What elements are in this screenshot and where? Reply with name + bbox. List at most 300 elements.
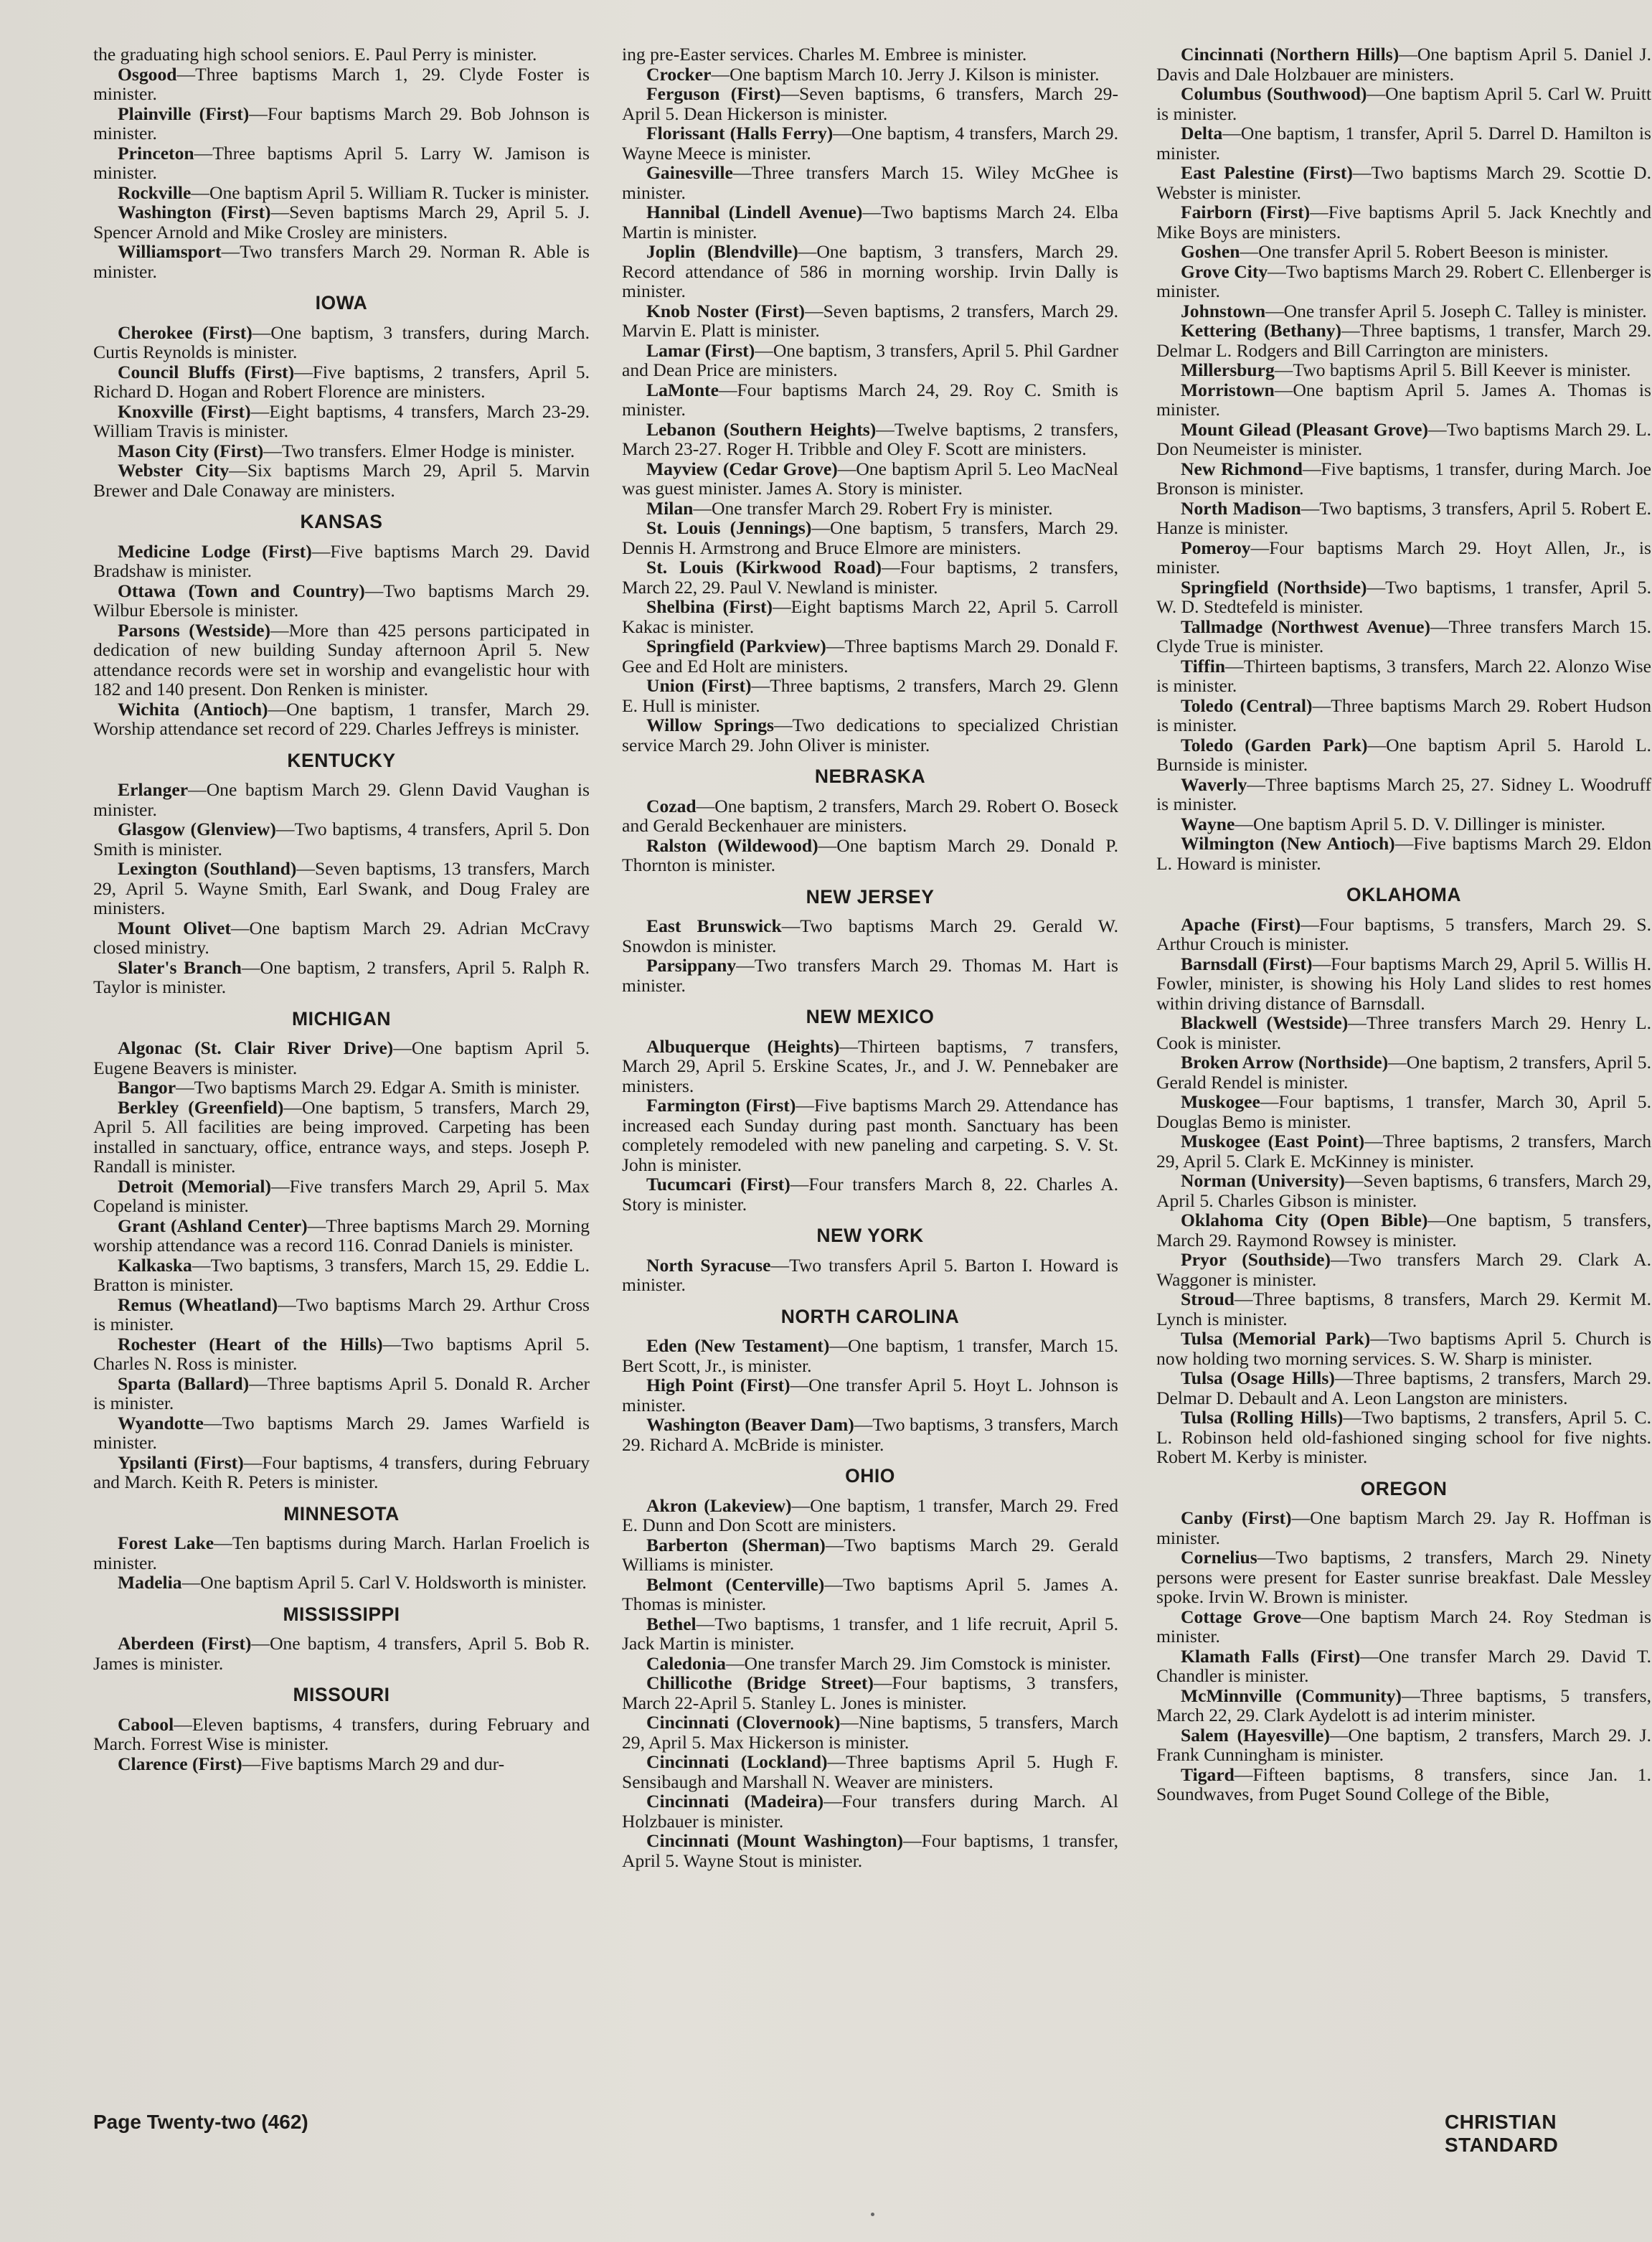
church-report-entry xyxy=(622,1831,1118,1870)
state-heading: NEBRASKA xyxy=(814,766,926,787)
report-text: —Seven baptisms, 6 transfers, March 29, April 5. Charles Gibson is minister. xyxy=(1156,1170,1651,1211)
church-name: Madelia xyxy=(118,1572,182,1593)
church-report-entry xyxy=(93,1374,590,1413)
state-heading: OREGON xyxy=(1360,1477,1448,1499)
report-text: —One baptism, 3 transfers, during March. Curtis Reynolds is minister. xyxy=(93,321,590,362)
church-report-entry xyxy=(1156,1686,1651,1725)
church-name: Ralston (Wildewood) xyxy=(646,834,818,856)
report-text: the graduating high school seniors. E. Paul Perry is minister. xyxy=(93,44,537,65)
church-report-entry xyxy=(93,461,590,500)
church-report-entry xyxy=(622,956,1118,995)
report-text: —Two baptisms, 3 transfers, April 5. Robert E. Hanze is minister. xyxy=(1156,497,1651,538)
text-column-2 xyxy=(622,44,1118,1870)
report-text: —Four baptisms, 3 transfers, March 22-April 5. Stanley L. Jones is minister. xyxy=(622,1672,1118,1713)
report-text: —One baptism April 5. William R. Tucker is minister. xyxy=(191,182,590,203)
report-text: —Two baptisms, 3 transfers, March 29. Richard A. McBride is minister. xyxy=(622,1414,1119,1455)
report-text: —One baptism, 2 transfers, March 29. J. Frank Cunningham is minister. xyxy=(1156,1724,1652,1765)
church-name: Erlanger xyxy=(118,779,189,800)
church-report-entry xyxy=(93,819,590,859)
church-name: Salem (Hayesville) xyxy=(1181,1724,1330,1746)
church-report-entry xyxy=(622,557,1118,597)
church-name: Toledo (Central) xyxy=(1181,694,1313,716)
church-report-entry xyxy=(622,1336,1118,1375)
church-name: Sparta (Ballard) xyxy=(118,1372,250,1394)
church-report-entry xyxy=(93,581,590,621)
church-name: Willow Springs xyxy=(646,715,774,735)
church-report-entry xyxy=(622,301,1118,341)
church-name: Stroud xyxy=(1181,1289,1235,1309)
report-text: —Two baptisms, 4 transfers, April 5. Don Smith is minister. xyxy=(93,819,590,859)
state-heading: NEW JERSEY xyxy=(806,885,935,908)
church-report-entry xyxy=(1156,656,1651,696)
church-name: Muskogee xyxy=(1181,1091,1260,1112)
church-name: East Brunswick xyxy=(646,915,782,936)
church-report-entry xyxy=(622,84,1118,123)
church-report-entry xyxy=(622,1096,1118,1174)
church-name: North Syracuse xyxy=(646,1254,771,1276)
report-text: —One baptism April 5. D. V. Dillinger is minister. xyxy=(1235,813,1605,834)
report-text: —Three baptisms, 1 transfer, March 29. Delmar L. Rodgers and Bill Carrington are ministers. xyxy=(1156,320,1652,361)
report-text: —Two baptisms March 29. James Warfield is minister. xyxy=(93,1412,590,1453)
report-text: —One baptism April 5. Eugene Beavers is minister. xyxy=(93,1037,590,1078)
church-name: Mason City (First) xyxy=(118,440,264,461)
report-text: —Three baptisms March 29. Donald F. Gee and Ed Holt are ministers. xyxy=(622,636,1118,677)
report-text: —Four baptisms, 4 transfers, during February and March. Keith R. Peters is minister. xyxy=(93,1451,590,1492)
report-text: —Two baptisms March 29. Robert C. Ellenberger is minister. xyxy=(1156,260,1651,301)
report-text: —Two baptisms April 5. Bill Keever is minister. xyxy=(1274,359,1631,380)
church-report-entry xyxy=(1156,1210,1651,1250)
church-report-entry xyxy=(1156,1171,1651,1210)
church-name: Florissant (Halls Ferry) xyxy=(646,123,834,143)
report-text: —One baptism, 1 transfer, April 5. Darrel D. Hamilton is minister. xyxy=(1156,123,1651,164)
church-name: Millersburg xyxy=(1181,359,1275,380)
church-name: Remus (Wheatland) xyxy=(118,1294,278,1315)
report-text: —One transfer April 5. Joseph C. Talley is minister. xyxy=(1265,300,1647,321)
church-report-entry xyxy=(1156,735,1651,775)
report-text: —Seven baptisms March 29, April 5. J. Spencer Arnold and Mike Crosley are ministers. xyxy=(93,202,590,242)
church-name: Lebanon (Southern Heights) xyxy=(646,418,877,440)
church-name: Bethel xyxy=(646,1613,697,1634)
church-name: Norman (University) xyxy=(1181,1170,1345,1191)
church-name: Crocker xyxy=(646,63,712,85)
state-heading: MICHIGAN xyxy=(292,1007,391,1030)
church-name: Detroit (Memorial) xyxy=(118,1175,271,1197)
church-report-entry xyxy=(622,836,1118,875)
report-text: —Two baptisms March 24. Elba Martin is minister. xyxy=(622,202,1118,242)
church-report-entry xyxy=(1156,1092,1651,1131)
church-name: New Richmond xyxy=(1181,458,1303,479)
report-text: —Five baptisms March 29. Attendance has increased each Sunday during past month. Sanctuary has been completely remodeled with new paneling and carpeting. S. V. St. John is minister. xyxy=(622,1095,1118,1175)
church-report-entry xyxy=(622,1673,1118,1713)
report-text: —One baptism March 24. Roy Stedman is minister. xyxy=(1156,1606,1651,1647)
report-text: —Two baptisms, 1 transfer, and 1 life recruit, April 5. Jack Martin is minister. xyxy=(622,1613,1118,1654)
church-report-entry xyxy=(622,202,1118,242)
report-text: —Two baptisms March 29. Gerald W. Snowdon is minister. xyxy=(622,915,1118,956)
church-report-entry xyxy=(93,780,590,819)
church-name: Columbus (Southwood) xyxy=(1181,83,1367,104)
report-text: —Nine baptisms, 5 transfers, March 29, April 5. Max Hickerson is minister. xyxy=(622,1712,1118,1753)
state-heading: NEW YORK xyxy=(816,1225,924,1246)
state-heading: NEW MEXICO xyxy=(806,1006,935,1027)
report-text: —Three baptisms March 29. Morning worship attendance was a record 116. Conrad Daniels is minister. xyxy=(93,1215,590,1256)
church-name: Springfield (Northside) xyxy=(1181,576,1367,598)
church-report-entry xyxy=(1156,1052,1651,1092)
church-name: Farmington (First) xyxy=(646,1095,796,1116)
report-text: —Two baptisms March 29. Gerald Williams is minister. xyxy=(622,1534,1118,1575)
report-text: —One transfer April 5. Hoyt L. Johnson is minister. xyxy=(622,1375,1118,1416)
state-heading: MISSOURI xyxy=(293,1684,390,1705)
report-text: —One baptism April 5. Carl W. Pruitt is minister. xyxy=(1156,83,1651,124)
church-name: Tucumcari (First) xyxy=(646,1174,790,1195)
church-report-entry xyxy=(1156,380,1651,420)
church-report-entry xyxy=(1156,44,1651,84)
church-report-entry xyxy=(622,341,1118,380)
church-name: Aberdeen (First) xyxy=(118,1633,252,1654)
report-text: —Eleven baptisms, 4 transfers, during February and March. Forrest Wise is minister. xyxy=(93,1713,590,1754)
report-text: —Four transfers March 8, 22. Charles A. Story is minister. xyxy=(622,1174,1118,1215)
report-text: —Ten baptisms during March. Harlan Froelich is minister. xyxy=(93,1532,590,1573)
report-text: —Five transfers March 29, April 5. Max Copeland is minister. xyxy=(93,1175,590,1216)
church-report-entry xyxy=(622,518,1118,557)
report-text: —Three baptisms, 2 transfers, March 29, April 5. Clark E. McKinney is minister. xyxy=(1156,1131,1651,1172)
church-name: Parsippany xyxy=(646,955,737,976)
church-report-entry xyxy=(1156,242,1651,262)
church-name: Kettering (Bethany) xyxy=(1181,320,1342,341)
church-report-entry xyxy=(93,1256,590,1295)
report-text: —One baptism, 2 transfers, April 5. Ralph R. Taylor is minister. xyxy=(93,956,590,997)
church-name: Wichita (Antioch) xyxy=(118,698,268,720)
church-report-entry xyxy=(1156,360,1651,380)
church-name: Lexington (Southland) xyxy=(118,858,297,879)
church-name: Cincinnati (Lockland) xyxy=(646,1751,828,1772)
church-name: Clarence (First) xyxy=(118,1753,242,1774)
report-text: —One baptism April 5. James A. Thomas is minister. xyxy=(1156,379,1651,420)
church-name: Tigard xyxy=(1181,1763,1235,1785)
report-text: —Seven baptisms, 6 transfers, March 29-April 5. Dean Hickerson is minister. xyxy=(622,83,1118,124)
church-name: Algonac (St. Clair River Drive) xyxy=(118,1037,394,1058)
church-report-entry xyxy=(622,715,1118,755)
church-name: McMinnville (Community) xyxy=(1181,1685,1402,1706)
church-report-entry xyxy=(622,1654,1118,1674)
report-text: —Two baptisms April 5. Church is now holding two morning services. S. W. Sharp is minister. xyxy=(1156,1328,1651,1369)
church-name: Oklahoma City (Open Bible) xyxy=(1181,1210,1428,1230)
report-text: —Five baptisms, 2 transfers, April 5. Richard D. Hogan and Robert Florence are ministers. xyxy=(93,361,590,402)
church-name: Grove City xyxy=(1181,260,1268,282)
church-report-entry xyxy=(622,1614,1118,1654)
church-report-entry xyxy=(1156,1607,1651,1647)
church-report-entry xyxy=(622,499,1118,519)
church-name: High Point (First) xyxy=(646,1375,790,1395)
church-report-entry xyxy=(1156,1647,1651,1686)
church-name: Eden (New Testament) xyxy=(646,1335,830,1356)
church-name: Washington (Beaver Dam) xyxy=(646,1414,854,1435)
church-report-entry xyxy=(93,1715,590,1754)
church-report-entry xyxy=(1156,459,1651,499)
report-text: —Three baptisms, 2 transfers, March 29. Glenn E. Hull is minister. xyxy=(622,675,1119,716)
church-name: Johnstown xyxy=(1181,300,1266,321)
church-name: Muskogee (East Point) xyxy=(1181,1131,1365,1151)
church-report-entry xyxy=(93,1453,590,1492)
church-name: Wyandotte xyxy=(118,1412,204,1433)
church-name: Klamath Falls (First) xyxy=(1181,1645,1361,1667)
church-report-entry xyxy=(1156,262,1651,301)
church-report-entry xyxy=(622,459,1118,499)
report-text: —Four baptisms, 5 transfers, March 29. S. Arthur Crouch is minister. xyxy=(1156,913,1651,954)
church-report-entry xyxy=(1156,1725,1651,1765)
church-name: Council Bluffs (First) xyxy=(118,361,295,382)
church-name: Ferguson (First) xyxy=(646,83,781,104)
church-report-entry xyxy=(622,1496,1118,1535)
church-report-entry xyxy=(622,1713,1118,1752)
report-text: —One transfer March 29. David T. Chandler is minister. xyxy=(1156,1645,1652,1686)
church-report-entry xyxy=(1156,420,1651,459)
church-name: Cottage Grove xyxy=(1181,1606,1302,1627)
church-report-entry xyxy=(93,859,590,918)
church-report-entry xyxy=(93,1177,590,1216)
church-name: Tiffin xyxy=(1181,655,1226,677)
church-name: Canby (First) xyxy=(1181,1507,1292,1528)
church-report-entry xyxy=(93,1413,590,1453)
report-text: —Two transfers March 29. Norman R. Able is minister. xyxy=(93,241,590,282)
church-name: Gainesville xyxy=(646,162,733,183)
report-text: —One baptism April 5. Harold L. Burnside is minister. xyxy=(1156,734,1652,775)
report-text: —One transfer March 29. Robert Fry is minister. xyxy=(693,497,1053,519)
report-text: —One baptism, 3 transfers, March 29. Record attendance of 586 in morning worship. Irvin Dally is minister. xyxy=(622,241,1118,301)
church-name: Belmont (Centerville) xyxy=(646,1573,825,1595)
report-text: —Eight baptisms March 22, April 5. Carroll Kakac is minister. xyxy=(622,596,1118,637)
publication-title-footer: CHRISTIAN STANDARD xyxy=(1445,2111,1559,2156)
church-report-entry xyxy=(1156,1368,1651,1408)
church-report-entry xyxy=(93,918,590,958)
church-name: Caledonia xyxy=(646,1652,726,1674)
church-name: Forest Lake xyxy=(118,1532,214,1553)
church-report-entry xyxy=(1156,775,1651,814)
church-name: Knob Noster (First) xyxy=(646,300,805,321)
report-text: —One baptism March 29. Donald P. Thornton is minister. xyxy=(622,834,1118,875)
church-report-entry xyxy=(1156,814,1651,834)
church-report-entry xyxy=(93,1334,590,1374)
church-name: Pomeroy xyxy=(1181,537,1251,558)
report-text: —Three baptisms March 1, 29. Clyde Foster is minister. xyxy=(93,63,590,104)
church-report-entry xyxy=(93,44,590,65)
church-name: Ypsilanti (First) xyxy=(118,1451,244,1473)
church-report-entry xyxy=(1156,321,1651,360)
church-report-entry xyxy=(1156,1013,1651,1052)
church-report-entry xyxy=(622,1791,1118,1831)
report-text: —One baptism, 1 transfer, March 29. Fred E. Dunn and Don Scott are ministers. xyxy=(622,1494,1118,1535)
church-name: Cornelius xyxy=(1181,1547,1257,1568)
church-report-entry xyxy=(1156,915,1651,954)
church-report-entry xyxy=(1156,123,1651,163)
church-name: Mount Olivet xyxy=(118,917,231,938)
report-text: —Two baptisms March 29. Arthur Cross is minister. xyxy=(93,1294,590,1334)
church-name: Tulsa (Osage Hills) xyxy=(1181,1367,1335,1388)
church-report-entry xyxy=(93,402,590,441)
report-text: —Two baptisms March 29. Edgar A. Smith is minister. xyxy=(176,1077,580,1098)
church-report-entry xyxy=(622,380,1118,420)
church-report-entry xyxy=(93,542,590,581)
church-report-entry xyxy=(1156,1765,1651,1804)
church-name: Princeton xyxy=(118,142,194,164)
report-text: —Two baptisms, 2 transfers, April 5. C. L. Robinson held old-fashioned singing school for five nights. Robert M. Kerby is minister. xyxy=(1156,1407,1651,1467)
church-name: Fairborn (First) xyxy=(1181,202,1311,222)
church-report-entry xyxy=(622,65,1118,85)
report-text: —Four baptisms, 1 transfer, April 5. Wayne Stout is minister. xyxy=(622,1830,1119,1871)
church-name: Apache (First) xyxy=(1181,913,1301,935)
report-text: —Four baptisms March 24, 29. Roy C. Smith is minister. xyxy=(622,379,1118,420)
church-report-entry xyxy=(1156,538,1651,578)
church-report-entry xyxy=(93,1754,590,1774)
church-name: Springfield (Parkview) xyxy=(646,636,826,656)
report-text: —One baptism, 5 transfers, March 29. Dennis H. Armstrong and Bruce Elmore are ministers. xyxy=(622,517,1118,558)
church-report-entry xyxy=(1156,1408,1651,1467)
report-text: —Two transfers March 29. Thomas M. Hart is minister. xyxy=(622,955,1118,996)
church-name: Cincinnati (Clovernook) xyxy=(646,1712,841,1733)
church-name: Pryor (Southside) xyxy=(1181,1249,1331,1270)
church-name: Mayview (Cedar Grove) xyxy=(646,458,838,479)
church-report-entry xyxy=(622,636,1118,676)
church-report-entry xyxy=(622,1256,1118,1295)
report-text: —Four transfers during March. Al Holzbauer is minister. xyxy=(622,1791,1118,1832)
church-report-entry xyxy=(622,1174,1118,1214)
church-name: Cherokee (First) xyxy=(118,321,252,343)
church-name: Delta xyxy=(1181,123,1223,143)
report-text: —Two baptisms March 29. L. Don Neumeister is minister. xyxy=(1156,418,1651,459)
report-text: ing pre-Easter services. Charles M. Embree is minister. xyxy=(622,44,1027,65)
church-report-entry xyxy=(1156,202,1651,242)
state-heading: OKLAHOMA xyxy=(1346,884,1462,905)
church-report-entry xyxy=(622,916,1118,956)
church-report-entry xyxy=(93,65,590,104)
church-name: Shelbina (First) xyxy=(646,596,773,617)
page-number-footer: Page Twenty-two (462) xyxy=(93,2111,308,2133)
report-text: —One transfer March 29. Jim Comstock is minister. xyxy=(725,1652,1111,1674)
church-report-entry xyxy=(1156,301,1651,321)
report-text: —Three transfers March 15. Wiley McGhee is minister. xyxy=(622,162,1118,203)
report-text: —Three baptisms March 25, 27. Sidney L. Woodruff is minister. xyxy=(1156,773,1651,814)
report-text: —Three baptisms, 5 transfers, March 22, 29. Clark Aydelott is ad interim minister. xyxy=(1156,1685,1651,1725)
church-name: East Palestine (First) xyxy=(1181,162,1353,183)
church-name: Chillicothe (Bridge Street) xyxy=(646,1672,874,1693)
state-heading: KENTUCKY xyxy=(287,749,396,771)
church-name: North Madison xyxy=(1181,497,1301,519)
report-text: —One baptism, 1 transfer, March 29. Worship attendance set record of 229. Charles Jeffreys is minister. xyxy=(93,698,590,739)
report-text: —One baptism, 5 transfers, March 29. Raymond Rowsey is minister. xyxy=(1156,1210,1651,1250)
church-report-entry xyxy=(93,1634,590,1673)
church-report-entry xyxy=(622,420,1118,459)
church-name: Joplin (Blendville) xyxy=(646,241,798,262)
church-name: Lamar (First) xyxy=(646,339,755,361)
church-name: Morristown xyxy=(1181,379,1275,400)
church-name: Wilmington (New Antioch) xyxy=(1181,833,1395,854)
church-name: Plainville (First) xyxy=(118,103,250,124)
text-column-1 xyxy=(93,44,590,1774)
church-name: Webster City xyxy=(118,460,230,481)
report-text: —Three baptisms April 5. Larry W. Jamison is minister. xyxy=(93,142,590,183)
report-text: —Thirteen baptisms, 3 transfers, March 22. Alonzo Wise is minister. xyxy=(1156,655,1651,696)
church-report-entry xyxy=(93,362,590,402)
church-report-entry xyxy=(1156,499,1651,538)
report-text: —One baptism April 5. Daniel J. Davis and Dale Holzbauer are ministers. xyxy=(1156,44,1651,85)
report-text: —Four baptisms March 29. Hoyt Allen, Jr., is minister. xyxy=(1156,537,1651,578)
church-report-entry xyxy=(93,183,590,203)
church-report-entry xyxy=(622,242,1118,301)
report-text: —Two transfers March 29. Clark A. Waggoner is minister. xyxy=(1156,1249,1651,1290)
state-heading: IOWA xyxy=(315,292,368,314)
church-report-entry xyxy=(93,441,590,461)
church-report-entry xyxy=(1156,578,1651,617)
church-name: Ottawa (Town and Country) xyxy=(118,580,365,601)
report-text: —Two transfers. Elmer Hodge is minister. xyxy=(263,440,575,461)
church-name: Parsons (Westside) xyxy=(118,619,270,641)
church-report-entry xyxy=(93,1295,590,1334)
church-name: St. Louis (Jennings) xyxy=(646,517,812,538)
report-text: —Three baptisms, 8 transfers, March 29. Kermit M. Lynch is minister. xyxy=(1156,1289,1651,1329)
church-report-entry xyxy=(622,123,1118,163)
state-heading: MINNESOTA xyxy=(283,1502,400,1525)
church-report-entry xyxy=(1156,1131,1651,1171)
report-text: —Three baptisms April 5. Hugh F. Sensibaugh and Marshall N. Weaver are ministers. xyxy=(622,1751,1118,1792)
report-text: —One transfer April 5. Robert Beeson is minister. xyxy=(1240,241,1609,262)
church-name: Blackwell (Westside) xyxy=(1181,1012,1349,1033)
report-text: —One baptism March 29. Adrian McCravy closed ministry. xyxy=(93,917,590,958)
church-report-entry xyxy=(93,1038,590,1078)
report-text: —Two baptisms, 2 transfers, March 29. Ninety persons were present for Easter sunrise breakfast. Dale Messley spoke. Irvin W. Brown is minister. xyxy=(1156,1547,1651,1607)
church-report-entry xyxy=(93,1078,590,1098)
report-text: —Two transfers April 5. Barton I. Howard is minister. xyxy=(622,1254,1118,1295)
church-report-entry xyxy=(622,1037,1118,1096)
church-name: Wayne xyxy=(1181,813,1235,834)
report-text: —Three transfers March 29. Henry L. Cook is minister. xyxy=(1156,1012,1651,1053)
church-report-entry xyxy=(1156,84,1651,123)
church-name: Union (First) xyxy=(646,675,752,696)
report-text: —Two baptisms March 29. Wilbur Ebersole is minister. xyxy=(93,580,590,621)
church-name: Medicine Lodge (First) xyxy=(118,540,312,562)
church-report-entry xyxy=(622,1752,1118,1791)
state-heading: KANSAS xyxy=(300,511,383,532)
report-text: —One baptism, 1 transfer, March 15. Bert Scott, Jr., is minister. xyxy=(622,1335,1118,1376)
church-report-entry xyxy=(93,242,590,281)
report-text: —More than 425 persons participated in dedication of new building Sunday afternoon April 5. New attendance records were set in worship and evangelistic hour with 182 and 140 present. Don Renken is minister. xyxy=(93,619,590,700)
church-name: LaMonte xyxy=(646,379,719,400)
report-text: —Two baptisms, 1 transfer, April 5. W. D. Stedtefeld is minister. xyxy=(1156,576,1651,617)
report-text: —One baptism, 5 transfers, March 29, April 5. All facilities are being improved. Carpeting has been installed in sanctuary, office, entrance ways, and steps. Joseph P. Randall is minister. xyxy=(93,1096,590,1177)
report-text: —Two dedications to specialized Christian service March 29. John Oliver is minister. xyxy=(622,715,1118,755)
church-report-entry xyxy=(1156,1329,1651,1368)
church-name: St. Louis (Kirkwood Road) xyxy=(646,557,882,578)
church-name: Tulsa (Memorial Park) xyxy=(1181,1328,1371,1349)
report-text: —Three transfers March 15. Clyde True is minister. xyxy=(1156,616,1651,656)
church-report-entry xyxy=(622,44,1118,65)
church-report-entry xyxy=(1156,617,1651,656)
church-name: Bangor xyxy=(118,1077,176,1098)
report-text: —Three baptisms April 5. Donald R. Archer is minister. xyxy=(93,1372,590,1413)
report-text: —One baptism March 29. Jay R. Hoffman is minister. xyxy=(1156,1507,1651,1548)
church-report-entry xyxy=(1156,696,1651,735)
report-text: —Two baptisms March 29. Scottie D. Webster is minister. xyxy=(1156,162,1652,203)
report-text: —Five baptisms March 29 and dur- xyxy=(242,1753,505,1774)
church-report-entry xyxy=(1156,163,1651,202)
church-report-entry xyxy=(622,676,1118,715)
report-text: —Four baptisms March 29. Bob Johnson is minister. xyxy=(93,103,590,143)
text-column-3 xyxy=(1156,44,1651,1804)
church-name: Knoxville (First) xyxy=(118,400,251,422)
church-name: Waverly xyxy=(1181,773,1247,795)
report-text: —Five baptisms March 29. Eldon L. Howard is minister. xyxy=(1156,833,1651,874)
church-report-entry xyxy=(1156,1289,1651,1329)
church-name: Tallmadge (Northwest Avenue) xyxy=(1181,616,1431,637)
report-text: —One baptism, 2 transfers, April 5. Gerald Rendel is minister. xyxy=(1156,1052,1651,1093)
